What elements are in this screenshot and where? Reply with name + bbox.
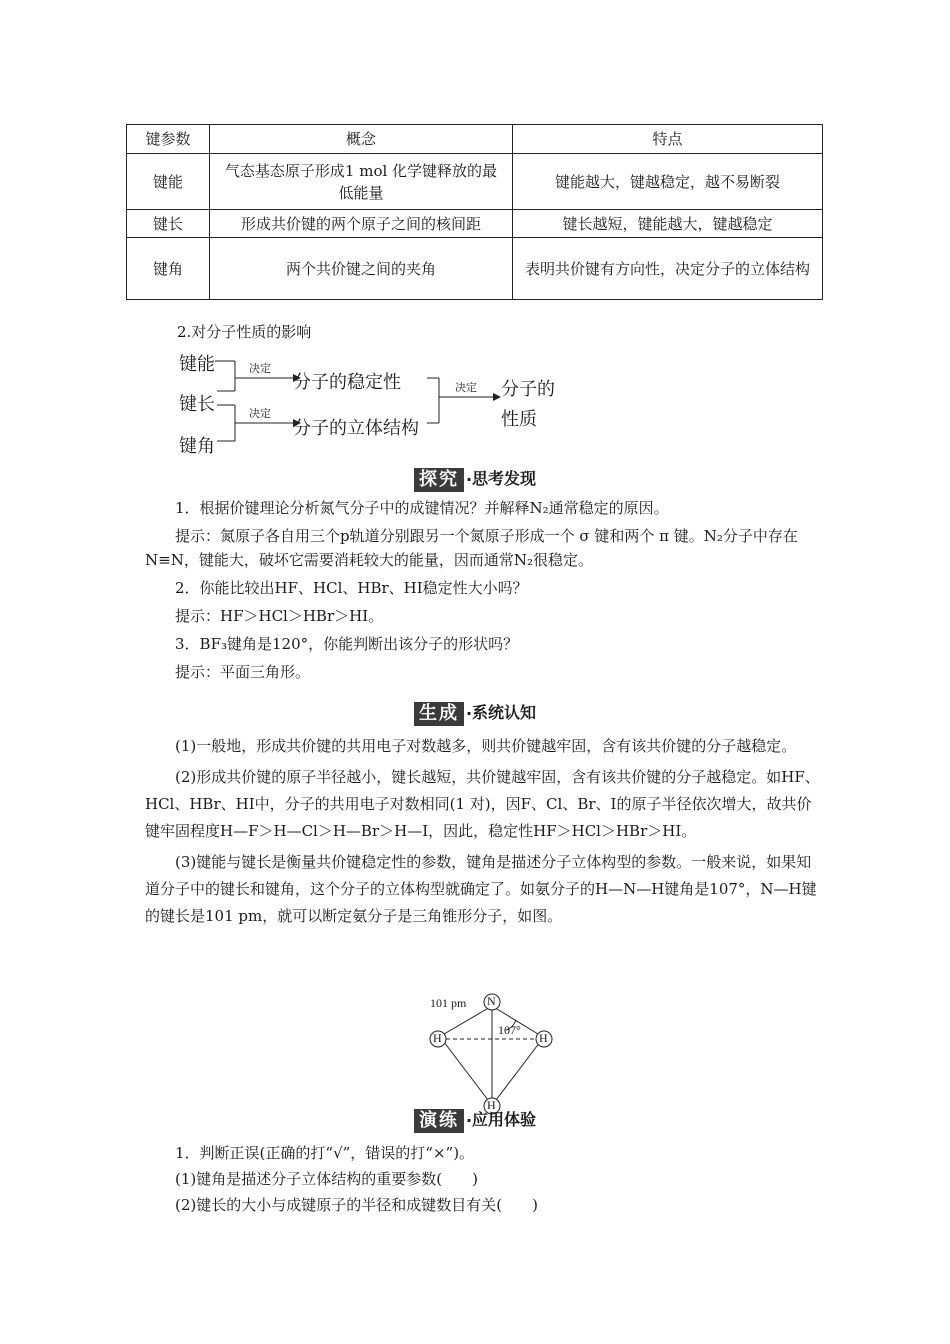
section-heading-text: 应用体验 (472, 1110, 537, 1129)
hint-text: 提示：氮原子各自用三个p轨道分别跟另一个氮原子形成一个 σ 键和两个 π 键。N₂分子中存在N≡N，键能大，破坏它需要消耗较大的能量，因而通常N₂很稳定。 (145, 527, 798, 569)
table-row (127, 154, 823, 210)
table-cell-concept: 气态基态原子形成1 mol 化学键释放的最低能量 (210, 154, 513, 210)
flow-node-property: 性质 (501, 409, 537, 430)
section-heading-practice: 演练 ·应用体验 (0, 1107, 950, 1133)
flow-node-property: 分子的 (501, 379, 555, 400)
section-heading-text: 系统认知 (472, 703, 537, 722)
flow-label-decide: 决定 (249, 407, 271, 420)
question-text: 3．BF₃键角是120°，你能判断出该分子的形状吗？ (175, 635, 519, 653)
paragraph: (2)形成共价键的原子半径越小，键长越短，共价键越牢固，含有该共价键的分子越稳定。如HF、HCl、HBr、HI中，分子的共用电子对数相同(1 对)，因F、Cl、Br、I的原子半径依次增大，故共价键牢固程度H—F＞H—Cl＞H—Br＞H—I，因此，稳定性HF＞HCl＞HBr＞HI。 (145, 768, 820, 840)
section-heading-explore: 探究 ·思考发现 (0, 466, 950, 492)
hint-text: 提示：平面三角形。 (175, 663, 311, 681)
question-text: 1．判断正误(正确的打“√”，错误的打“×”)。 (175, 1144, 475, 1162)
flow-node-bond-angle: 键角 (179, 436, 215, 457)
question-text: 2．你能比较出HF、HCl、HBr、HI稳定性大小吗？ (175, 579, 528, 597)
hint-text: 提示：HF＞HCl＞HBr＞HI。 (175, 607, 384, 625)
section-tag: 生成 (414, 702, 464, 726)
flow-node-structure: 分子的立体结构 (293, 418, 419, 439)
table-cell-feature: 键长越短，键能越大，键越稳定 (513, 210, 823, 238)
table-cell-concept: 两个共价键之间的夹角 (210, 238, 513, 300)
influence-flow-diagram (175, 345, 595, 460)
paragraph: (1)一般地，形成共价键的共用电子对数越多，则共价键越牢固，含有该共价键的分子越稳定。 (175, 737, 797, 755)
statement-text: (2)键长的大小与成键原子的半径和成键数目有关( ) (175, 1196, 538, 1214)
section-title: 2.对分子性质的影响 (177, 323, 312, 341)
section-tag: 演练 (414, 1109, 464, 1133)
bond-parameter-table (126, 124, 823, 300)
atom-hydrogen: H (539, 1031, 548, 1045)
generate-content (145, 733, 821, 930)
section-heading-generate: 生成 ·系统认知 (0, 700, 950, 726)
flow-node-bond-length: 键长 (179, 394, 215, 415)
table-header-row (127, 125, 823, 154)
table-header: 特点 (513, 125, 823, 154)
table-cell-name: 键能 (127, 154, 210, 210)
table-cell-name: 键长 (127, 210, 210, 238)
table-header: 概念 (210, 125, 513, 154)
paragraph: (3)键能与键长是衡量共价键稳定性的参数，键角是描述分子立体构型的参数。一般来说，如果知道分子中的键长和键角，这个分子的立体构型就确定了。如氨分子的H—N—H键角是107°，N—H键的键长是101 pm，就可以断定氨分子是三角锥形分子，如图。 (145, 853, 817, 925)
table-row (127, 238, 823, 300)
statement-text: (1)键角是描述分子立体结构的重要参数( ) (175, 1170, 478, 1188)
table-cell-name: 键角 (127, 238, 210, 300)
section-heading-text: 思考发现 (472, 469, 537, 488)
table-cell-feature: 键能越大，键越稳定，越不易断裂 (513, 154, 823, 210)
flow-label-decide: 决定 (249, 362, 271, 375)
explore-content (145, 496, 821, 684)
practice-content (145, 1140, 821, 1218)
ammonia-molecule-diagram (420, 990, 570, 1120)
section-tag: 探究 (414, 468, 464, 492)
table-cell-feature: 表明共价键有方向性，决定分子的立体结构 (513, 238, 823, 300)
table-header: 键参数 (127, 125, 210, 154)
bond-length-label: 101 pm (430, 996, 467, 1010)
atom-hydrogen: H (487, 1098, 496, 1112)
flow-node-bond-energy: 键能 (179, 354, 215, 375)
flow-label-decide: 决定 (455, 381, 477, 394)
bond-angle-label: 107° (498, 1023, 521, 1037)
table-row (127, 210, 823, 238)
atom-hydrogen: H (433, 1031, 442, 1045)
table-cell-concept: 形成共价键的两个原子之间的核间距 (210, 210, 513, 238)
flow-connectors (175, 345, 595, 460)
flow-node-stability: 分子的稳定性 (293, 372, 401, 393)
atom-nitrogen: N (487, 994, 496, 1008)
question-text: 1．根据价键理论分析氮气分子中的成键情况？并解释N₂通常稳定的原因。 (175, 499, 669, 517)
